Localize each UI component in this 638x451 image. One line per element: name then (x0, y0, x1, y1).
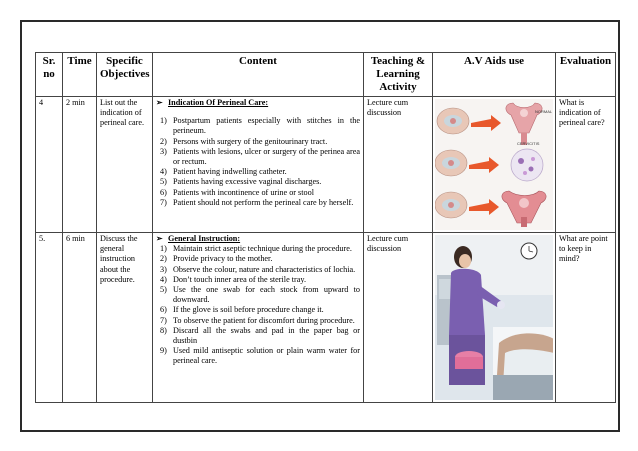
list-item: 7) Patient should not perform the perineal care by herself. (160, 197, 354, 207)
list-item: 1) Postpartum patients especially with stitches in the perineum. (160, 116, 360, 136)
content-heading (156, 98, 360, 108)
cell-time: 2 min (63, 97, 97, 233)
header-av-aids: A.V Aids use (433, 53, 556, 97)
list-item: 1) Maintain strict aseptic technique during the procedure. (160, 244, 352, 254)
cell-av-aids (433, 233, 556, 403)
content-heading (156, 234, 360, 244)
cell-sr-no: 5. (36, 233, 63, 403)
cell-teaching-activity: Lecture cum discussion (364, 233, 433, 403)
list-item: 6) If the glove is soil before procedure change it. (160, 305, 324, 315)
list-item: 3) Patients with lesions, ulcer or surgery of the perinea area or rectum. (160, 146, 360, 167)
cell-sr-no: 4 (36, 97, 63, 233)
cell-av-aids (433, 97, 556, 233)
nurse-scrubs (449, 269, 485, 335)
indication-list (156, 116, 360, 208)
list-item: 7) To observe the patient for discomfort during procedure. (160, 315, 355, 325)
cell-content (153, 97, 364, 233)
table-row (36, 97, 616, 233)
list-item: 2) Persons with surgery of the genitourinary tract. (160, 136, 328, 146)
header-content: Content (153, 53, 364, 97)
cell-objective: Discuss the general instruction about the procedure. (97, 233, 153, 403)
content-heading-text: General Instruction: (168, 234, 241, 243)
header-teaching-activity: Teaching & Learning Activity (364, 53, 433, 97)
list-item: 4) Patient having indwelling catheter. (160, 167, 287, 177)
nurse-procedure-photo (435, 235, 553, 400)
table-header-row (36, 53, 616, 97)
list-item: 5) Patients having excessive vaginal discharges. (160, 177, 322, 187)
cervix-illustration-svg (435, 99, 553, 230)
cell-teaching-activity: Lecture cum discussion (364, 97, 433, 233)
bullet-arrow-icon: ➢ (156, 98, 163, 107)
cervicitis-closeup (511, 149, 543, 181)
cell-evaluation: What is indication of perineal care? (556, 97, 616, 233)
header-sr-no: Sr. no (36, 53, 63, 97)
header-time: Time (63, 53, 97, 97)
cervix-illustration-image (435, 99, 553, 230)
cell-objective: List out the indication of perineal care. (97, 97, 153, 233)
cell-evaluation: What are point to keep in mind? (556, 233, 616, 403)
list-item: 8) Discard all the swabs and pad in the paper bag or dustbin (160, 325, 360, 346)
list-item: 3) Observe the colour, nature and characteristics of lochia. (160, 264, 356, 274)
list-item: 2) Provide privacy to the mother. (160, 254, 273, 264)
table-row (36, 233, 616, 403)
cell-content (153, 233, 364, 403)
label-cervicitis: CERVICITIS (517, 141, 540, 146)
label-normal: NORMAL (535, 109, 553, 114)
content-heading-text: Indication Of Perineal Care: (168, 98, 269, 107)
header-evaluation: Evaluation (556, 53, 616, 97)
list-item: 6) Patients with incontinence of urine or stool (160, 187, 314, 197)
speculum-view-1 (437, 108, 469, 134)
list-item: 9) Used mild antiseptic solution or plain warm water for perineal care. (160, 346, 360, 366)
nurse-face (459, 254, 471, 268)
list-item: 5) Use the one swab for each stock from upward to downward. (160, 285, 360, 305)
nurse-procedure-svg (435, 235, 553, 400)
list-item: 4) Don’t touch inner area of the sterile tray. (160, 274, 306, 284)
speculum-view-3 (435, 192, 467, 218)
cell-time: 6 min (63, 233, 97, 403)
instruction-list (156, 244, 360, 366)
header-objectives: Specific Objectives (97, 53, 153, 97)
lesson-plan-table (35, 52, 616, 403)
bullet-arrow-icon: ➢ (156, 234, 163, 243)
speculum-view-2 (435, 150, 467, 176)
